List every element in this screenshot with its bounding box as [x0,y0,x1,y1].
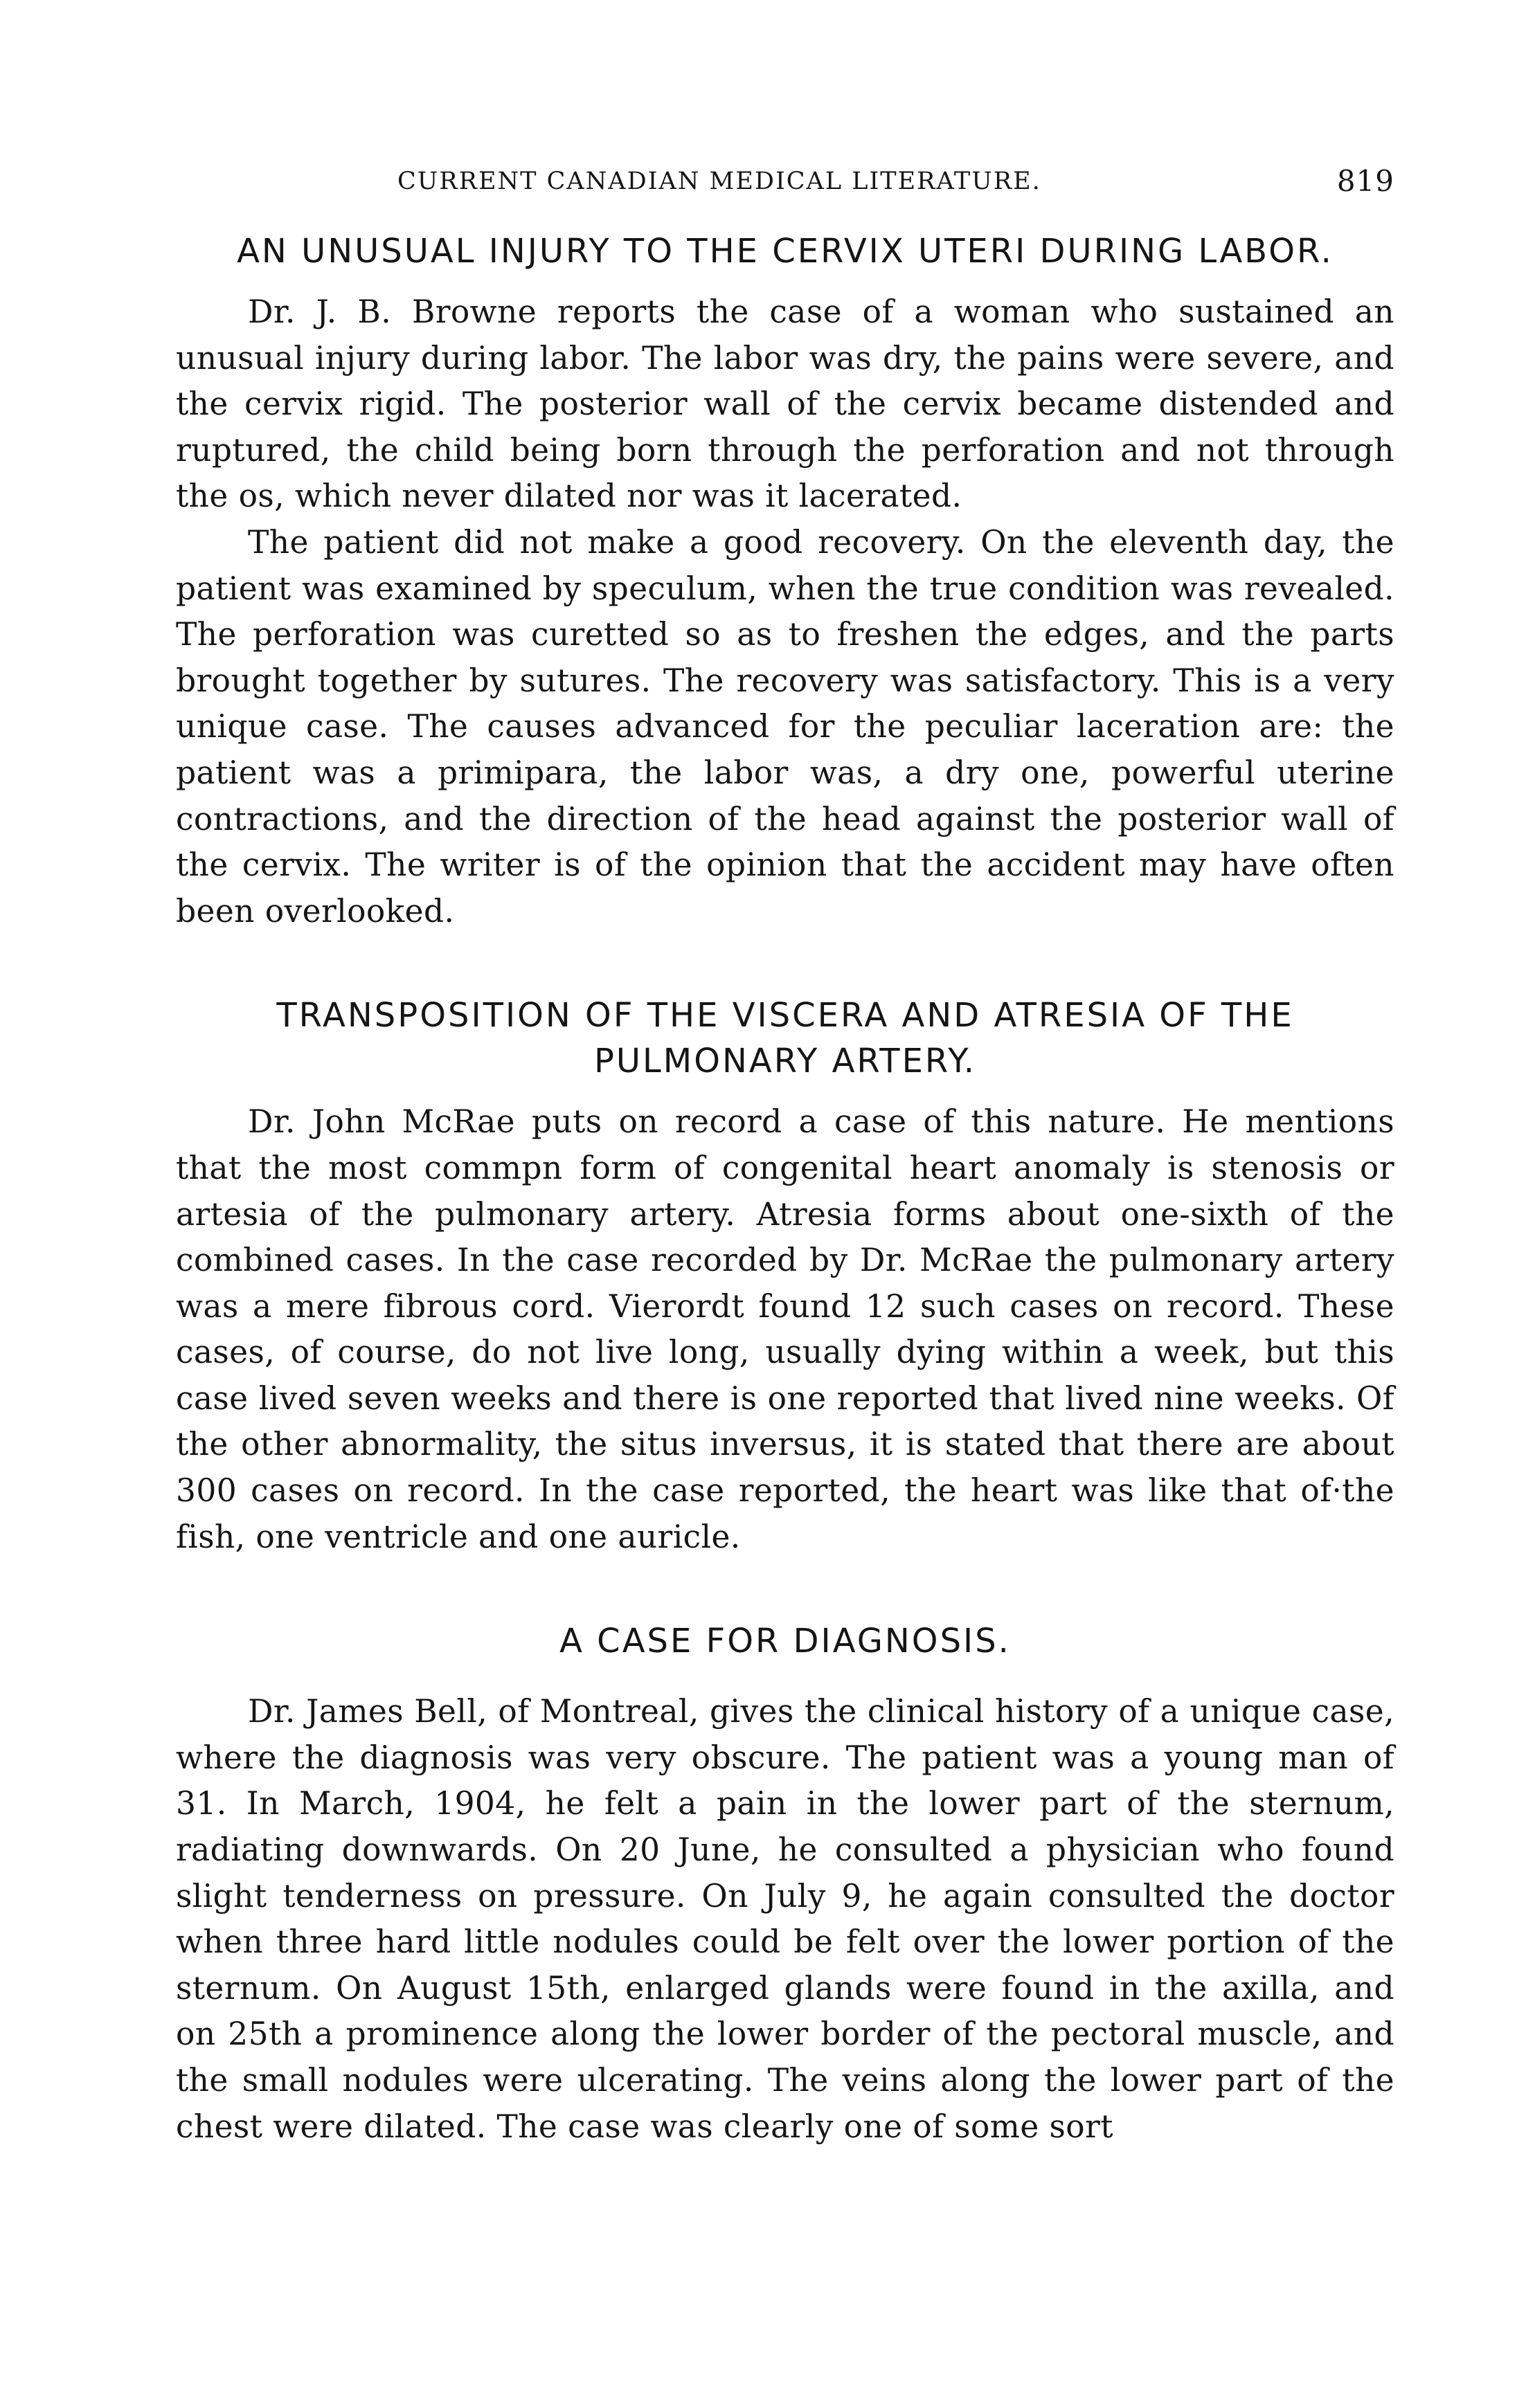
paragraph: Dr. J. B. Browne reports the case of a woman who sustained an unusual injury during labor. The labor was dry, the pains were severe, and the cervix rigid. The posterior wall of the cervix became distended and ruptured, the child being born through the perforation and not through the os, which never dilated nor was it lacerated. [176,293,1394,515]
section-cervix-injury [176,228,1394,934]
paragraph: Dr. John McRae puts on record a case of this nature. He mentions that the most commpn form of congenital heart anomaly is stenosis or artesia of the pulmonary artery. Atresia forms about one-sixth of the combined cases. In the case recorded by Dr. McRae the pulmonary artery was a mere fibrous cord. Vierordt found 12 such cases on record. These cases, of course, do not live long, usually dying within a week, but this case lived seven weeks and there is one reported that lived nine weeks. Of the other abnormality, the situs inversus, it is stated that there are about 300 cases on record. In the case reported, the heart was like that of·the fish, one ventricle and one auricle. [176,1103,1394,1555]
section-title: A CASE FOR DIAGNOSIS. [559,1622,1011,1661]
page-number: 819 [1336,164,1394,198]
paragraph: The patient did not make a good recovery. On the eleventh day, the patient was examined by speculum, when the true condition was revealed. The perforation was curetted so as to freshen the edges, and the parts brought together by sutures. The recovery was satisfactory. This is a very unique case. The causes advanced for the peculiar laceration are: the patient was a primipara, the labor was, a dry one, powerful uterine contractions, and the direction of the head against the posterior wall of the cervix. The writer is of the opinion that the accident may have often been overlooked. [176,523,1394,930]
section-title: TRANSPOSITION OF THE VISCERA AND ATRESIA OF THE PULMONARY ARTERY. [276,996,1294,1081]
section-transposition-viscera [176,993,1394,1560]
running-title: CURRENT CANADIAN MEDICAL LITERATURE. [397,168,1041,195]
section-title: AN UNUSUAL INJURY TO THE CERVIX UTERI DURING LABOR. [237,232,1334,271]
section-case-for-diagnosis [176,1618,1394,2150]
book-page [176,161,1394,2150]
running-header [176,161,1394,202]
paragraph: Dr. James Bell, of Montreal, gives the clinical history of a unique case, where the diagnosis was very obscure. The patient was a young man of 31. In March, 1904, he felt a pain in the lower part of the sternum, radiating downwards. On 20 June, he consulted a physician who found slight tenderness on pressure. On July 9, he again consulted the doctor when three hard little nodules could be felt over the lower portion of the sternum. On August 15th, enlarged glands were found in the axilla, and on 25th a prominence along the lower border of the pectoral muscle, and the small nodules were ulcerating. The veins along the lower part of the chest were dilated. The case was clearly one of some sort [176,1693,1394,2145]
